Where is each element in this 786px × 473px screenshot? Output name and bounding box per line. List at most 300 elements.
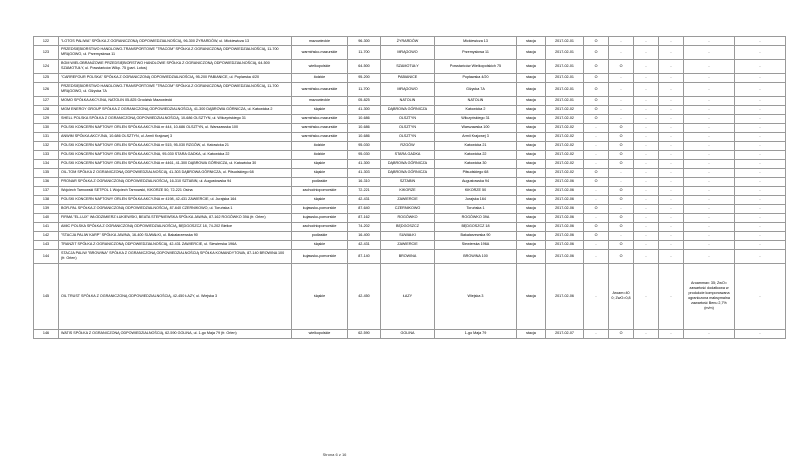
cell-voivodeship: warmińsko-mazurskie [292,132,348,141]
cell-m2: O [609,59,634,73]
cell-type: stacja [517,204,546,213]
cell-m4: - [659,82,684,96]
cell-m5: - [684,37,735,46]
cell-type: stacja [517,222,546,231]
cell-m4: - [659,231,684,240]
table-row [34,168,786,177]
cell-date: 2017-02-01 [546,45,584,59]
cell-m4: - [659,105,684,114]
cell-m1: O [584,177,609,186]
cell-street: Toruńska 1 [435,204,517,213]
cell-postal_code: 87-640 [348,204,381,213]
cell-city: SZAMOTUŁY [381,59,435,73]
cell-m4: - [659,150,684,159]
cell-name: PRZEDSIĘBIORSTWO HANDLOWO-TRANSPORTOWE "TRACOM" SPÓŁKA Z OGRANICZONĄ ODPOWIEDZIALNOŚCIĄ, 11-700 MRĄGOWO, ul. Giżycka 7A [59,82,292,96]
registry-table [33,36,786,339]
cell-voivodeship: warmińsko-mazurskie [292,45,348,59]
cell-m3: - [634,37,659,46]
table-row [34,186,786,195]
table-row [34,195,786,204]
cell-date: 2017-02-06 [546,186,584,195]
cell-date: 2017-02-06 [546,177,584,186]
cell-street: Armii Krajowej 3 [435,132,517,141]
cell-lp: 127 [34,96,59,105]
cell-m3: - [634,263,659,329]
cell-note: - [735,96,786,105]
cell-postal_code: 10-686 [348,132,381,141]
cell-type: stacja [517,114,546,123]
cell-m4: - [659,263,684,329]
cell-postal_code: 41-300 [348,105,381,114]
cell-m2: Aroam=40 0; ZwO=0,8 [609,263,634,329]
cell-m2: O [609,159,634,168]
cell-name: "LOTOS PALIWA" SPÓŁKA Z OGRANICZONĄ ODPOWIEDZIALNOŚCIĄ, 96-300 ŻYRARDÓW, ul. Mickiewicza 13 [59,37,292,46]
cell-postal_code: 10-686 [348,123,381,132]
table-row [34,177,786,186]
cell-m1: O [584,45,609,59]
cell-lp: 126 [34,82,59,96]
cell-m3: - [634,240,659,249]
cell-m4: - [659,249,684,263]
cell-note: - [735,82,786,96]
table-row [34,82,786,96]
cell-city: MRĄGOWO [381,45,435,59]
cell-m3: - [634,213,659,222]
cell-type: stacja [517,240,546,249]
cell-m3: - [634,195,659,204]
cell-street: Katowicka 22 [435,150,517,159]
cell-m2: O [609,249,634,263]
cell-street: NATOLIN [435,96,517,105]
cell-voivodeship: śląskie [292,263,348,329]
cell-m3: - [634,177,659,186]
cell-m1: - [584,186,609,195]
cell-voivodeship: mazowieckie [292,96,348,105]
cell-m4: - [659,186,684,195]
cell-street: Katowicka 2 [435,105,517,114]
cell-m2: - [609,105,634,114]
cell-city: BROWINA [381,249,435,263]
cell-m4: - [659,168,684,177]
cell-voivodeship: wielkopolskie [292,59,348,73]
cell-m5: - [684,105,735,114]
cell-m2: O [609,329,634,338]
cell-postal_code: 95-030 [348,150,381,159]
cell-m5: - [684,222,735,231]
cell-date: 2017-02-01 [546,73,584,82]
cell-postal_code: 10-686 [348,114,381,123]
table-row [34,96,786,105]
cell-m1: - [584,263,609,329]
cell-date: 2017-02-02 [546,123,584,132]
cell-lp: 133 [34,150,59,159]
cell-name: TRANZIT SPÓŁKA Z OGRANICZONĄ ODPOWIEDZIALNOŚCIĄ, 42-431 ZAWIERCIE, ul. Siewierska 196A [59,240,292,249]
cell-lp: 124 [34,59,59,73]
cell-m4: - [659,141,684,150]
cell-postal_code: 05-825 [348,96,381,105]
cell-m2: O [609,240,634,249]
cell-name: ANWIM SPÓŁKA AKCYJNA, 10-686 OLSZTYN, ul. Armii Krajowej 3 [59,132,292,141]
cell-note: - [735,114,786,123]
cell-note: - [735,249,786,263]
table-row [34,132,786,141]
cell-postal_code: 72-221 [348,186,381,195]
cell-m1: - [584,141,609,150]
cell-m5: - [684,231,735,240]
cell-m3: - [634,123,659,132]
cell-city: MRĄGOWO [381,82,435,96]
cell-m3: - [634,231,659,240]
cell-name: POLSKI KONCERN NAFTOWY ORLEN SPÓŁKA AKCYJNA nr 4198, 42-431 ZAWIERCIE, ul. Jurajska 164 [59,195,292,204]
cell-m5: - [684,195,735,204]
cell-name: PRZEDSIĘBIORSTWO HANDLOWO-TRANSPORTOWE "TRACOM" SPÓŁKA Z OGRANICZONĄ ODPOWIEDZIALNOŚCIĄ, 11-700 MRĄGOWO, ul. Przemysłowa 11 [59,45,292,59]
cell-street: Mickiewicza 13 [435,37,517,46]
table-row [34,123,786,132]
cell-lp: 125 [34,73,59,82]
cell-name: SHELL POLSKA SPÓŁKA Z OGRANICZONĄ ODPOWIEDZIALNOŚCIĄ, 10-686 OLSZTYN, ul. Wilczyńskiego 31 [59,114,292,123]
cell-m1: - [584,132,609,141]
cell-date: 2017-02-02 [546,141,584,150]
cell-street: Piłsudskiego 68 [435,168,517,177]
cell-street: ROGÓWKO 39A [435,213,517,222]
cell-street: BĘDGOSZCZ 18 [435,222,517,231]
cell-note: - [735,213,786,222]
cell-note: - [735,141,786,150]
cell-date: 2017-02-07 [546,329,584,338]
cell-name: Wojciech Tarnowski SETPOL 1 Wojciech Tarnowski, KIKORZE 50, 72-221 Osina [59,186,292,195]
cell-postal_code: 42-431 [348,240,381,249]
cell-m5: - [684,168,735,177]
cell-m4: - [659,37,684,46]
cell-m4: - [659,73,684,82]
cell-type: stacja [517,73,546,82]
cell-note: - [735,186,786,195]
cell-m2: - [609,177,634,186]
cell-m3: - [634,186,659,195]
cell-street: Popławska 4/20 [435,73,517,82]
cell-postal_code: 11-700 [348,45,381,59]
cell-m4: - [659,177,684,186]
cell-lp: 145 [34,263,59,329]
cell-m3: - [634,141,659,150]
cell-date: 2017-02-06 [546,231,584,240]
cell-city: DĄBROWA GÓRNICZA [381,168,435,177]
cell-m4: - [659,204,684,213]
cell-m1: O [584,37,609,46]
cell-m1: O [584,82,609,96]
cell-m4: - [659,213,684,222]
cell-city: SZTABIN [381,177,435,186]
cell-m4: - [659,123,684,132]
cell-m1: - [584,150,609,159]
cell-m4: - [659,45,684,59]
cell-m5: - [684,329,735,338]
cell-voivodeship: podlaskie [292,177,348,186]
cell-street: Giżycka 7A [435,82,517,96]
cell-voivodeship: warmińsko-mazurskie [292,82,348,96]
cell-m2: O [609,141,634,150]
cell-date: 2017-02-06 [546,213,584,222]
cell-m2: - [609,45,634,59]
cell-lp: 131 [34,132,59,141]
cell-city: PABIANICE [381,73,435,82]
cell-date: 2017-02-02 [546,150,584,159]
cell-lp: 141 [34,222,59,231]
page-footer: Strona 6 z 16 [322,452,347,457]
cell-voivodeship: śląskie [292,240,348,249]
cell-m3: - [634,132,659,141]
cell-m4: - [659,222,684,231]
cell-city: NATOLIN [381,96,435,105]
cell-postal_code: 16-310 [348,177,381,186]
cell-lp: 146 [34,329,59,338]
table-row [34,37,786,46]
cell-city: ŻYRARDÓW [381,37,435,46]
cell-note: - [735,59,786,73]
table-row [34,73,786,82]
cell-city: ZAWIERCIE [381,240,435,249]
cell-lp: 135 [34,168,59,177]
cell-city: GOLINA [381,329,435,338]
cell-m1: - [584,329,609,338]
cell-m3: - [634,329,659,338]
cell-m3: - [634,82,659,96]
cell-lp: 142 [34,231,59,240]
cell-date: 2017-02-02 [546,132,584,141]
cell-m2: O [609,222,634,231]
cell-lp: 128 [34,105,59,114]
cell-type: stacja [517,249,546,263]
table-row [34,263,786,329]
cell-voivodeship: śląskie [292,105,348,114]
cell-type: stacja [517,82,546,96]
table-row [34,114,786,123]
cell-m5: Aroammax: 35; ZwO= zawartość dodatkowa w produkcie komponowana ograniczona maksymalna zawartość Benu 2,7% (m/m) [684,263,735,329]
cell-note: - [735,263,786,329]
cell-postal_code: 74-202 [348,222,381,231]
cell-m4: - [659,114,684,123]
cell-street: KIKORZE 50 [435,186,517,195]
cell-type: stacja [517,168,546,177]
cell-name: OIL TRUST SPÓŁKA Z OGRANICZONĄ ODPOWIEDZIALNOŚCIĄ, 42-450 ŁAZY, ul. Wiejska 3 [59,263,292,329]
cell-m5: - [684,59,735,73]
cell-note: - [735,195,786,204]
cell-name: MOMO SPÓŁKA AKCYJNA, NATOLIN 05-825 Grodzisk Mazowiecki [59,96,292,105]
cell-m5: - [684,159,735,168]
cell-m1: O [584,96,609,105]
cell-note: - [735,177,786,186]
cell-m3: - [634,96,659,105]
cell-city: OLSZTYN [381,114,435,123]
cell-m1: O [584,231,609,240]
table-row [34,159,786,168]
cell-street: Katowicka 21 [435,141,517,150]
cell-note: - [735,45,786,59]
cell-m1: O [584,105,609,114]
cell-street: Wilczyńskiego 31 [435,114,517,123]
cell-m5: - [684,45,735,59]
cell-m2: - [609,73,634,82]
cell-lp: 134 [34,159,59,168]
cell-type: stacja [517,231,546,240]
cell-m5: - [684,177,735,186]
table-row [34,213,786,222]
cell-postal_code: 87-162 [348,213,381,222]
cell-date: 2017-02-02 [546,114,584,123]
cell-m2: - [609,231,634,240]
cell-m1: O [584,73,609,82]
cell-lp: 129 [34,114,59,123]
cell-postal_code: 87-140 [348,249,381,263]
cell-type: stacja [517,141,546,150]
cell-m1: - [584,213,609,222]
cell-name: AMIC POLSKA SPÓŁKA Z OGRANICZONĄ ODPOWIEDZIALNOŚCIĄ, BĘDGOSZCZ 18, 74-202 Bielice [59,222,292,231]
cell-m3: - [634,73,659,82]
cell-m5: - [684,150,735,159]
cell-m4: - [659,240,684,249]
cell-m1: O [584,114,609,123]
cell-postal_code: 96-300 [348,37,381,46]
cell-city: OLSZTYN [381,132,435,141]
cell-date: 2017-02-06 [546,263,584,329]
cell-postal_code: 95-030 [348,141,381,150]
cell-name: OIL-TOM SPÓŁKA Z OGRANICZONĄ ODPOWIEDZIALNOŚCIĄ, 41-303 DĄBROWA GÓRNICZA, ul. Piłsudskiego 68 [59,168,292,177]
cell-date: 2017-02-02 [546,168,584,177]
cell-city: CZERNIKOWO [381,204,435,213]
cell-m3: - [634,249,659,263]
cell-voivodeship: śląskie [292,168,348,177]
cell-lp: 139 [34,204,59,213]
cell-date: 2017-02-01 [546,82,584,96]
cell-m2: O [609,123,634,132]
cell-m2: - [609,114,634,123]
cell-m5: - [684,249,735,263]
cell-postal_code: 16-400 [348,231,381,240]
cell-street: Siewierska 196A [435,240,517,249]
cell-voivodeship: wielkopolskie [292,329,348,338]
cell-m4: - [659,329,684,338]
cell-m5: - [684,186,735,195]
cell-voivodeship: kujawsko-pomorskie [292,213,348,222]
cell-name: POLSKI KONCERN NAFTOWY ORLEN SPÓŁKA AKCYJNA, 95-030 STARA GADKA, ul. Katowicka 22 [59,150,292,159]
cell-city: ŁAZY [381,263,435,329]
cell-m5: - [684,204,735,213]
cell-note: - [735,132,786,141]
cell-city: DĄBROWA GÓRNICZA [381,159,435,168]
cell-type: stacja [517,177,546,186]
cell-name: "CARREFOUR POLSKA" SPÓŁKA Z OGRANICZONĄ ODPOWIEDZIALNOŚCIĄ, 95-200 PABIANICE, ul. Poplarska 4/20 [59,73,292,82]
cell-m1: - [584,195,609,204]
cell-voivodeship: podlaskie [292,231,348,240]
table-body [34,37,786,339]
cell-street: Powstańców Wielkopolskich 75 [435,59,517,73]
cell-voivodeship: śląskie [292,195,348,204]
cell-voivodeship: warmińsko-mazurskie [292,123,348,132]
cell-note: - [735,168,786,177]
cell-city: RZGÓW [381,141,435,150]
cell-street: Wiejska 3 [435,263,517,329]
cell-voivodeship: śląskie [292,159,348,168]
cell-type: stacja [517,263,546,329]
cell-voivodeship: łódzkie [292,141,348,150]
cell-lp: 122 [34,37,59,46]
cell-date: 2017-02-02 [546,105,584,114]
cell-name: BOR-PAL SPÓŁKA Z OGRANICZONĄ ODPOWIEDZIALNOŚCIĄ, 87-640 CZERNIKOWO, ul. Toruńska 1 [59,204,292,213]
cell-m3: - [634,222,659,231]
cell-date: 2017-02-06 [546,195,584,204]
cell-date: 2017-02-06 [546,204,584,213]
cell-city: BĘDGOSZCZ [381,222,435,231]
cell-street: Przemysłowa 11 [435,45,517,59]
cell-postal_code: 42-450 [348,263,381,329]
cell-city: ZAWIERCIE [381,195,435,204]
cell-postal_code: 41-303 [348,168,381,177]
cell-city: ROGÓWKO [381,213,435,222]
cell-note: - [735,159,786,168]
cell-postal_code: 11-700 [348,82,381,96]
cell-note: - [735,240,786,249]
cell-type: stacja [517,59,546,73]
cell-voivodeship: kujawsko-pomorskie [292,249,348,263]
cell-m4: - [659,96,684,105]
cell-m5: - [684,73,735,82]
cell-m3: - [634,168,659,177]
cell-voivodeship: łódzkie [292,73,348,82]
cell-m1: O [584,222,609,231]
cell-m4: - [659,132,684,141]
cell-m5: - [684,240,735,249]
cell-m2: - [609,96,634,105]
cell-street: Warszawska 100 [435,123,517,132]
cell-m2: - [609,82,634,96]
cell-note: - [735,222,786,231]
cell-note: - [735,73,786,82]
cell-type: stacja [517,159,546,168]
cell-type: stacja [517,213,546,222]
cell-m5: - [684,132,735,141]
cell-m2: O [609,213,634,222]
cell-note: - [735,123,786,132]
table-row [34,329,786,338]
cell-m5: - [684,114,735,123]
cell-voivodeship: warmińsko-mazurskie [292,114,348,123]
table-row [34,141,786,150]
cell-lp: 132 [34,141,59,150]
cell-name: STACJA PALIW "BROWINA" SPÓŁKA Z OGRANICZONĄ ODPOWIEDZIALNOŚCIĄ SPÓŁKA KOMANDYTOWA, 87-140 BROWINA 100 (fr. Orlen) [59,249,292,263]
cell-lp: 143 [34,240,59,249]
cell-date: 2017-02-06 [546,222,584,231]
cell-m1: - [584,123,609,132]
cell-m1: - [584,249,609,263]
cell-date: 2017-02-06 [546,240,584,249]
table-row [34,249,786,263]
cell-m3: - [634,45,659,59]
cell-voivodeship: zachodniopomorskie [292,186,348,195]
cell-m1: O [584,204,609,213]
cell-note: - [735,204,786,213]
cell-street: BROWINA 100 [435,249,517,263]
cell-lp: 123 [34,45,59,59]
cell-note: - [735,231,786,240]
cell-m2: O [609,186,634,195]
cell-postal_code: 41-300 [348,159,381,168]
cell-m4: - [659,59,684,73]
cell-lp: 137 [34,186,59,195]
cell-voivodeship: mazowieckie [292,37,348,46]
cell-m5: - [684,213,735,222]
cell-m1: O [584,59,609,73]
cell-m2: - [609,37,634,46]
